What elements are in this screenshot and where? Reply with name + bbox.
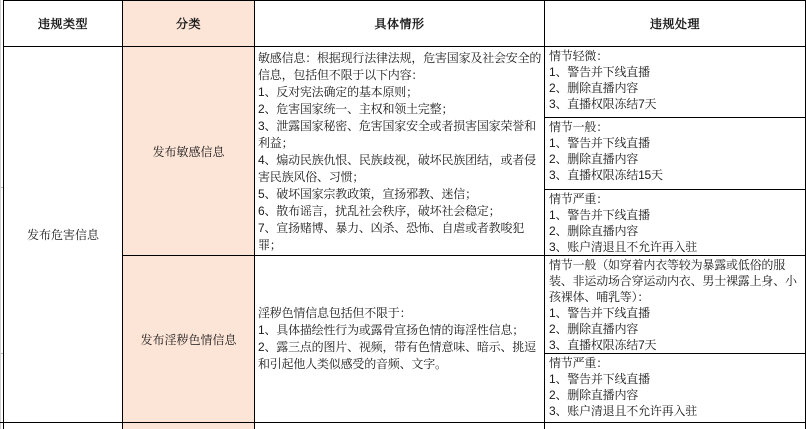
penalty-action: 1、警告并下线直播 <box>549 306 650 320</box>
penalty-action: 2、删除直播内容 <box>549 81 639 95</box>
penalty-action: 2、删除直播内容 <box>549 322 639 336</box>
penalty-level: 情节严重： <box>549 356 609 370</box>
penalty-action: 3、直播权限冻结7天 <box>549 338 657 352</box>
penalty-subrow-list <box>545 256 805 422</box>
gutter-bottom-border <box>0 422 3 423</box>
specifics-cell-porn-info <box>255 256 545 423</box>
penalty-cell-sensitive-info <box>545 47 806 256</box>
penalty-level: 情节一般（如穿着内衣等较为暴露或低俗的服装、非运动场合穿运动内衣、男士裸露上身、小孩裸体、哺乳等）： <box>549 258 797 304</box>
next-row-penalty-cell <box>545 423 806 429</box>
specific-item: 2、露三点的图片、视频，带有色情意味、暗示、挑逗和引起他人类似感受的音频、文字。 <box>258 340 536 371</box>
penalty-subrow-severe <box>545 354 805 422</box>
penalty-action: 1、警告并下线直播 <box>549 136 650 150</box>
penalty-action: 3、直播权限冻结15天 <box>549 168 663 182</box>
specific-item: 5、破坏国家宗教政策，宣扬邪教、迷信； <box>258 187 477 201</box>
violation-type-cell: 发布危害信息 <box>4 47 123 423</box>
header-cell-violation-type: 违规类型 <box>4 1 123 47</box>
specific-item: 4、煽动民族仇恨、民族歧视，破坏民族团结，或者侵害民族风俗、习惯； <box>258 153 536 184</box>
penalty-action: 1、警告并下线直播 <box>549 65 650 79</box>
penalty-level: 情节轻微： <box>549 49 609 63</box>
penalty-action: 3、账户清退且不允许再入驻 <box>549 240 698 254</box>
penalty-action: 1、警告并下线直播 <box>549 208 650 222</box>
penalty-action: 3、账户清退且不允许再入驻 <box>549 404 698 418</box>
specific-item: 3、泄露国家秘密、危害国家安全或者损害国家荣誉和利益； <box>258 119 536 150</box>
next-row-type-cell <box>4 423 123 429</box>
header-cell-specifics: 具体情形 <box>255 1 545 47</box>
penalty-action: 2、删除直播内容 <box>549 224 639 238</box>
penalty-subrow-list <box>545 47 805 255</box>
specific-item: 1、反对宪法确定的基本原则； <box>258 85 418 99</box>
penalty-subrow-severe <box>545 190 805 255</box>
penalty-subrow-general <box>545 118 805 190</box>
penalty-subrow-minor <box>545 47 805 118</box>
category-cell-sensitive-info: 发布敏感信息 <box>123 47 255 256</box>
penalty-action: 2、删除直播内容 <box>549 388 639 402</box>
penalty-level: 情节一般： <box>549 120 609 134</box>
penalty-action: 3、直播权限冻结7天 <box>549 97 657 111</box>
specific-item: 6、散布谣言，扰乱社会秩序，破坏社会稳定； <box>258 204 501 218</box>
specific-intro: 敏感信息：根据现行法律法规，危害国家及社会安全的信息，包括但不限于以下内容： <box>258 51 542 82</box>
specific-intro: 淫秽色情信息包括但不限于： <box>258 306 412 320</box>
category-cell-porn-info: 发布淫秽色情信息 <box>123 256 255 423</box>
specifics-cell-sensitive-info <box>255 47 545 256</box>
next-row-category-cell <box>123 423 255 429</box>
next-row-specifics-cell <box>255 423 545 429</box>
penalty-subrow-general <box>545 256 805 354</box>
specific-item: 1、具体描绘性行为或露骨宣扬色情的诲淫性信息； <box>258 323 525 337</box>
specific-item: 2、危害国家统一、主权和领土完整； <box>258 102 454 116</box>
penalty-action: 2、删除直播内容 <box>549 152 639 166</box>
penalty-cell-porn-info <box>545 256 806 423</box>
header-cell-category: 分类 <box>123 1 255 47</box>
violation-policy-table <box>4 1 806 429</box>
specific-item: 7、宣扬赌博、暴力、凶杀、恐怖、自虐或者教唆犯罪； <box>258 221 525 252</box>
penalty-level: 情节严重： <box>549 192 609 206</box>
penalty-action: 1、警告并下线直播 <box>549 372 650 386</box>
header-cell-penalty: 违规处理 <box>545 1 806 47</box>
